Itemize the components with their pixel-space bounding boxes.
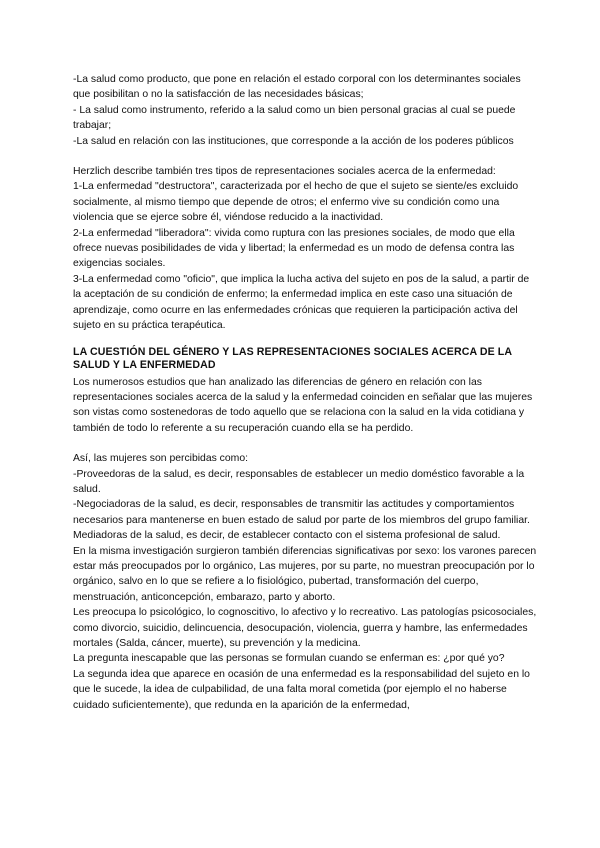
section-intro: Los numerosos estudios que han analizado las diferencias de género en relación con las representaciones sociales acerca de la salud y la enfermedad coinciden en señalar que las mujeres son vistas como sostenedoras de todo aquello que se relaciona con la salud en la vida cotidiana y también de todo lo referente a su recuperación cuando ella se ha perdido. bbox=[73, 376, 533, 434]
body-paragraph: Les preocupa lo psicológico, lo cognoscitivo, lo afectivo y lo recreativo. Las patologías psicosociales, como divorcio, suicidio, delincuencia, desocupación, violencia, guerra y hambre, las enfermedades mortales (Salda, cáncer, muerte), su prevención y la medicina. bbox=[73, 607, 537, 649]
body-paragraph: La segunda idea que aparece en ocasión de una enfermedad es la responsabilidad del sujeto en lo que le sucede, la idea de culpabilidad, de una falta moral cometida (por ejemplo el no haberse cuidado suficientemente), que redunda en la aparición de la enfermedad, bbox=[73, 668, 530, 711]
illness-type-item: 1-La enfermedad "destructora", caracterizada por el hecho de que el sujeto se siente/es excluido socialmente, al mismo tiempo que depende de otros; el enfermo vive su condición como una violencia que se ejerce sobre él, viéndose reducido a la inactividad. bbox=[73, 181, 519, 224]
document-page bbox=[73, 72, 537, 713]
illness-type-item: 2-La enfermedad "liberadora": vivida como ruptura con las presiones sociales, de modo que ella ofrece nuevas posibilidades de vida y libertad; la enfermedad es un modo de defensa contra las exigencias sociales. bbox=[73, 227, 515, 270]
paragraph-gap bbox=[73, 334, 537, 346]
paragraph-gap bbox=[73, 436, 537, 451]
paragraph-gap bbox=[73, 149, 537, 164]
women-intro: Así, las mujeres son percibidas como: bbox=[73, 453, 248, 465]
herzlich-intro: Herzlich describe también tres tipos de representaciones sociales acerca de la enfermedad: bbox=[73, 166, 496, 178]
section-heading: LA CUESTIÓN DEL GÉNERO Y LAS REPRESENTACIONES SOCIALES ACERCA DE LA SALUD Y LA ENFERMEDAD bbox=[73, 345, 512, 371]
health-list-item: -La salud como producto, que pone en relación el estado corporal con los determinantes sociales que posibilitan o no la satisfacción de las necesidades básicas; bbox=[73, 74, 521, 101]
body-paragraph: En la misma investigación surgieron también diferencias significativas por sexo: los varones parecen estar más preocupados por lo orgánico, Las mujeres, por su parte, no muestran preocupación por lo orgánico, salvo en lo que se refiere a lo fisiológico, pubertad, transformación del cuerpo, menstruación, anticoncepción, embarazo, parto y aborto. bbox=[73, 545, 537, 603]
illness-type-item: 3-La enfermedad como "oficio", que implica la lucha activa del sujeto en pos de la salud, a partir de la aceptación de su condición de enfermo; la enfermedad implica en este caso una situación de aprendizaje, como ocurre en las enfermedades crónicas que requieren la participación activa del sujeto en su práctica terapéutica. bbox=[73, 273, 530, 332]
women-role-item: Mediadoras de la salud, es decir, de establecer contacto con el sistema profesional de salud. bbox=[73, 530, 501, 542]
health-list-item: - La salud como instrumento, referido a la salud como un bien personal gracias al cual se puede trabajar; bbox=[73, 104, 516, 132]
women-role-item: -Negociadoras de la salud, es decir, responsables de transmitir las actitudes y comportamientos necesarios para mantenerse en buen estado de salud por parte de los miembros del grupo familiar. bbox=[73, 499, 530, 526]
women-role-item: -Proveedoras de la salud, es decir, responsables de establecer un medio doméstico favorable a la salud. bbox=[73, 468, 525, 495]
health-list-item: -La salud en relación con las instituciones, que corresponde a la acción de los poderes públicos bbox=[73, 135, 514, 147]
body-paragraph: La pregunta inescapable que las personas se formulan cuando se enferman es: ¿por qué yo? bbox=[73, 653, 505, 665]
